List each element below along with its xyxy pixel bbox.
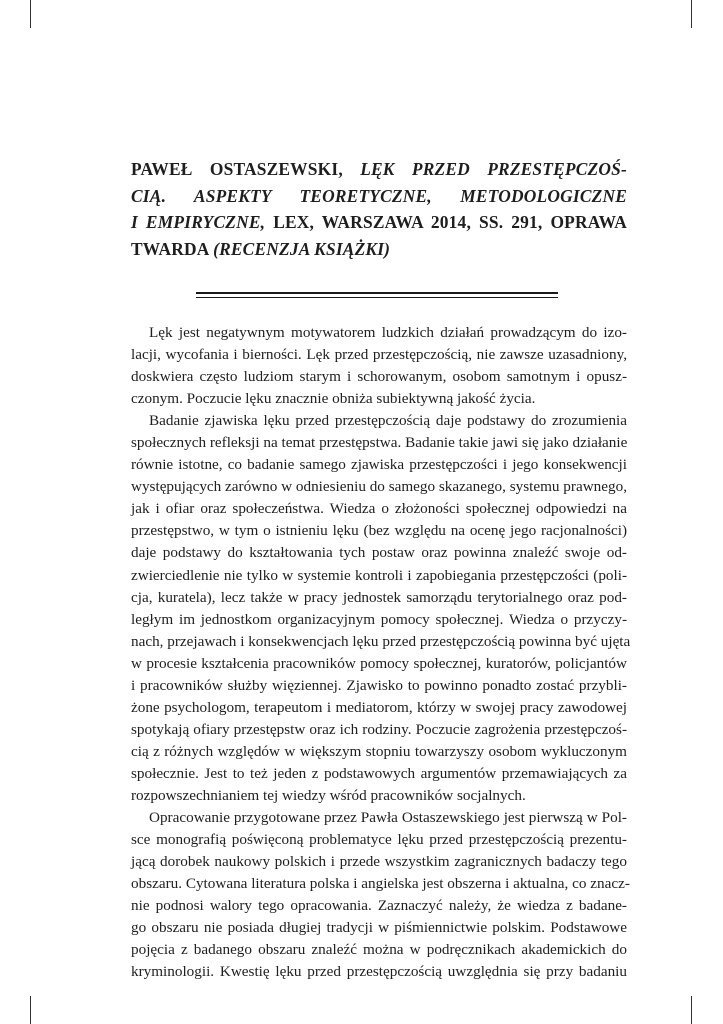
- body-line: społecznych refleksji na temat przestępstwa. Badanie takie jawi się jako działanie: [131, 434, 628, 452]
- crop-mark-bottom-right: [691, 996, 692, 1024]
- body-line: cią z różnych względów w większym stopniu towarzyszy osobom wykluczonym: [131, 742, 627, 760]
- title-italic-segment: (RECENZJA KSIĄŻKI): [213, 238, 391, 259]
- body-line: jak i ofiar oraz społeczeństwa. Wiedza o złożoności społecznej odpowiedzi na: [131, 500, 627, 518]
- body-line: Opracowanie przygotowane przez Pawła Ostaszewskiego jest pierwszą w Pol-: [149, 809, 627, 827]
- crop-mark-top-left: [30, 0, 31, 28]
- title-line: [131, 209, 627, 236]
- body-line: w procesie kształcenia pracowników pomocy społecznej, kuratorów, policjantów: [131, 654, 627, 672]
- body-line: sce monografią poświęconą problematyce lęku przed przestępczością prezentu-: [131, 831, 627, 849]
- title-italic-segment: CIĄ. ASPEKTY TEORETYCZNE, METODOLOGICZNE: [131, 185, 627, 206]
- body-line: równie istotne, co badanie samego zjawiska przestępczości i jego konsekwencji: [131, 456, 627, 474]
- body-line: lacji, wycofania i bierności. Lęk przed przestępczością, nie zawsze uzasadniony,: [131, 346, 627, 364]
- body-line: nie podnosi walory tego opracowania. Zaznaczyć należy, że wiedza z badane-: [131, 897, 627, 915]
- title-separator-rule-thick: [196, 292, 558, 294]
- body-line: żone psychologom, terapeutom i mediatorom, którzy w swojej pracy zawodowej: [131, 698, 627, 716]
- body-line: doskwiera często ludziom starym i schorowanym, osobom samotnym i opusz-: [131, 368, 627, 386]
- title-line: [131, 183, 627, 210]
- title-line: [131, 156, 627, 183]
- body-line: społecznie. Jest to też jeden z podstawowych argumentów przemawiających za: [131, 764, 627, 782]
- title-segment: TWARDA: [131, 238, 214, 259]
- crop-mark-top-right: [691, 0, 692, 28]
- body-line: Badanie zjawiska lęku przed przestępczością daje podstawy do zrozumienia: [149, 412, 627, 430]
- title-italic-segment: LĘK PRZED PRZESTĘPCZOŚ-: [360, 159, 627, 179]
- title-italic-segment: I EMPIRYCZNE,: [131, 212, 266, 232]
- body-line: Lęk jest negatywnym motywatorem ludzkich działań prowadzącym do izo-: [149, 324, 627, 341]
- body-line: i pracowników służby więziennej. Zjawisko to powinno ponadto zostać przybli-: [131, 676, 627, 694]
- body-line: pojęcia z badanego obszaru znaleźć można w podręcznikach akademickich do: [131, 941, 627, 959]
- title-segment: PAWEŁ OSTASZEWSKI,: [131, 159, 361, 179]
- review-body-text: [131, 322, 631, 983]
- body-line: czonym. Poczucie lęku znacznie obniża subiektywną jakość życia.: [131, 390, 536, 408]
- body-line: nach, przejawach i konsekwencjach lęku przed przestępczością powinna być ujęta: [131, 632, 631, 650]
- crop-mark-bottom-left: [30, 996, 31, 1024]
- body-line: jącą dorobek naukowy polskich i przede wszystkim zagranicznych badaczy tego: [131, 853, 627, 871]
- body-line: daje podstawy do kształtowania tych postaw oraz powinna znaleźć swoje od-: [131, 544, 627, 562]
- body-line: rozpowszechnianiem tej wiedzy wśród pracowników socjalnych.: [131, 786, 526, 804]
- body-line: kryminologii. Kwestię lęku przed przestępczością uwzględnia się przy badaniu: [131, 963, 627, 981]
- body-line: zwierciedlenie nie tylko w systemie kontroli i zapobiegania przestępczości (poli-: [131, 566, 627, 584]
- body-line: ległym im jednostkom organizacyjnym pomocy społecznej. Wiedza o przyczy-: [131, 610, 627, 628]
- body-line: występujących zarówno w odniesieniu do samego skazanego, systemu prawnego,: [131, 478, 627, 496]
- body-line: spotykają ofiary przestępstw oraz ich rodziny. Poczucie zagrożenia przestępczoś-: [131, 720, 627, 738]
- body-line: obszaru. Cytowana literatura polska i angielska jest obszerna i aktualna, co znacz-: [131, 875, 630, 893]
- body-line: go obszaru nie posiada długiej tradycji w piśmiennictwie polskim. Podstawowe: [131, 919, 627, 937]
- title-segment: LEX, WARSZAWA 2014, SS. 291, OPRAWA: [265, 212, 627, 232]
- body-line: przestępstwo, w tym o istnieniu lęku (bez względu na ocenę jego racjonalności): [131, 522, 627, 540]
- body-line: cja, kuratela), lecz także w pracy jednostek samorządu terytorialnego oraz pod-: [131, 588, 627, 606]
- title-separator-rule-thin: [196, 297, 558, 298]
- article-title: [131, 156, 627, 262]
- title-line: [131, 236, 627, 263]
